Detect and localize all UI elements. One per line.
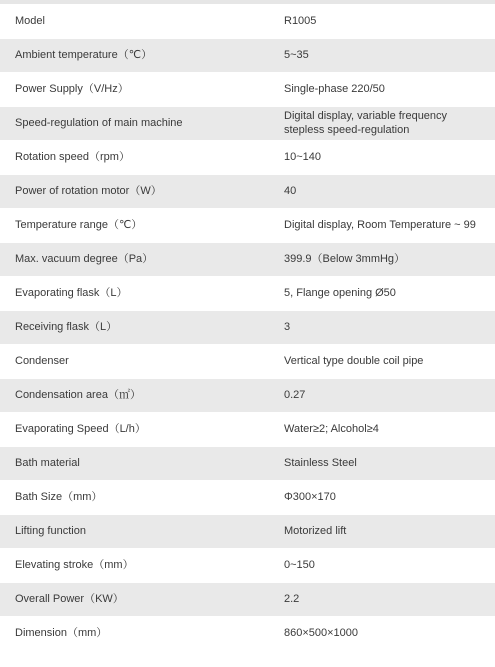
spec-value: 399.9（Below 3mmHg）	[270, 242, 495, 276]
spec-label: Evaporating flask（L）	[0, 276, 270, 310]
spec-value: 10~140	[270, 140, 495, 174]
spec-row-dimension	[0, 616, 495, 650]
spec-value: 860×500×1000	[270, 616, 495, 650]
spec-value: 5, Flange opening Ø50	[270, 276, 495, 310]
spec-row-rotation-speed	[0, 140, 495, 174]
spec-label: Max. vacuum degree（Pa）	[0, 242, 270, 276]
spec-row-lifting-function	[0, 514, 495, 548]
spec-row-evaporating-flask	[0, 276, 495, 310]
spec-row-condensation-area	[0, 378, 495, 412]
spec-row-temperature-range	[0, 208, 495, 242]
spec-label: Evaporating Speed（L/h）	[0, 412, 270, 446]
spec-label: Power of rotation motor（W）	[0, 174, 270, 208]
spec-label: Elevating stroke（mm）	[0, 548, 270, 582]
spec-label: Condenser	[0, 344, 270, 378]
spec-row-condenser	[0, 344, 495, 378]
spec-value: Digital display, Room Temperature ~ 99	[270, 208, 495, 242]
spec-table	[0, 4, 495, 651]
spec-row-bath-size	[0, 480, 495, 514]
spec-row-receiving-flask	[0, 310, 495, 344]
spec-value: 2.2	[270, 582, 495, 616]
spec-label: Temperature range（℃）	[0, 208, 270, 242]
spec-row-max-vacuum	[0, 242, 495, 276]
spec-value: Motorized lift	[270, 514, 495, 548]
spec-value: Water≥2; Alcohol≥4	[270, 412, 495, 446]
spec-value: 0.27	[270, 378, 495, 412]
spec-row-evaporating-speed	[0, 412, 495, 446]
spec-label: Bath material	[0, 446, 270, 480]
spec-value: 40	[270, 174, 495, 208]
spec-label: Dimension（mm）	[0, 616, 270, 650]
spec-label: Bath Size（mm）	[0, 480, 270, 514]
spec-label: Speed-regulation of main machine	[0, 106, 270, 140]
spec-value: 3	[270, 310, 495, 344]
spec-label: Condensation area（㎡）	[0, 378, 270, 412]
spec-value: Φ300×170	[270, 480, 495, 514]
spec-value: Digital display, variable frequency stepless speed-regulation	[270, 106, 495, 140]
spec-row-rotation-motor-power	[0, 174, 495, 208]
spec-row-elevating-stroke	[0, 548, 495, 582]
spec-row-overall-power	[0, 582, 495, 616]
spec-label: Ambient temperature（℃）	[0, 38, 270, 72]
spec-row-ambient-temperature	[0, 38, 495, 72]
spec-row-power-supply	[0, 72, 495, 106]
spec-value: 5~35	[270, 38, 495, 72]
spec-row-model	[0, 4, 495, 38]
spec-value: Stainless Steel	[270, 446, 495, 480]
spec-label: Overall Power（KW）	[0, 582, 270, 616]
spec-label: Power Supply（V/Hz）	[0, 72, 270, 106]
spec-value: Vertical type double coil pipe	[270, 344, 495, 378]
spec-value: Single-phase 220/50	[270, 72, 495, 106]
spec-value: R1005	[270, 4, 495, 38]
spec-label: Rotation speed（rpm）	[0, 140, 270, 174]
spec-value: 0~150	[270, 548, 495, 582]
spec-label: Lifting function	[0, 514, 270, 548]
spec-row-bath-material	[0, 446, 495, 480]
spec-label: Model	[0, 4, 270, 38]
spec-row-speed-regulation	[0, 106, 495, 140]
spec-label: Receiving flask（L）	[0, 310, 270, 344]
